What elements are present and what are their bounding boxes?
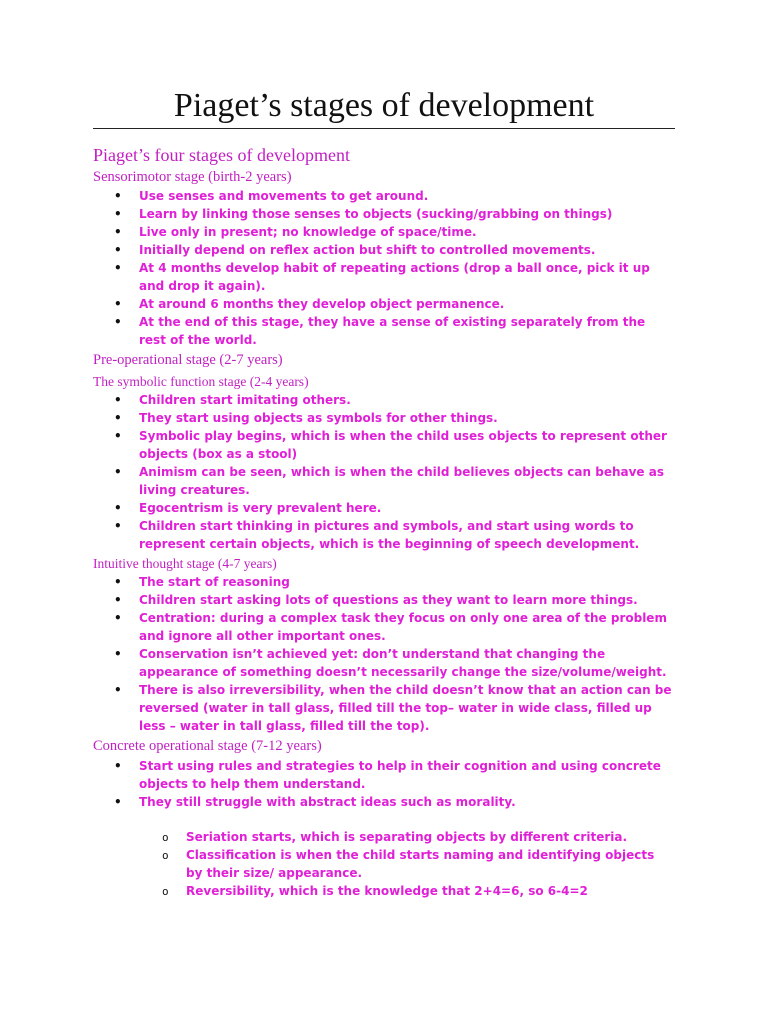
list-item: o Classification is when the child starts naming and identifying objects by their size/ appearance.	[162, 848, 655, 880]
bullet-icon: •	[114, 593, 122, 607]
list-item: • Use senses and movements to get around.	[114, 189, 429, 203]
list-item: • Children start thinking in pictures and symbols, and start using words to represent certain objects, which is the beginning of speech development.	[114, 519, 640, 551]
list-item: • They still struggle with abstract ideas such as morality.	[114, 795, 516, 809]
concrete-heading: Concrete operational stage (7-12 years)	[93, 738, 322, 754]
concrete-list	[0, 757, 768, 811]
list-item: o Reversibility, which is the knowledge that 2+4=6, so 6-4=2	[0, 882, 768, 900]
title-underline	[93, 128, 675, 129]
bullet-icon: •	[114, 297, 122, 311]
circle-bullet-icon: o	[162, 885, 169, 898]
list-item: • Symbolic play begins, which is when the child uses objects to represent other objects (box as a stool)	[114, 429, 667, 461]
list-item: o Seriation starts, which is separating objects by different criteria.	[0, 828, 768, 846]
list-item: • Live only in present; no knowledge of space/time.	[114, 225, 477, 239]
list-item: • At 4 months develop habit of repeating actions (drop a ball once, pick it up and drop it again).	[114, 261, 650, 293]
bullet-icon: •	[114, 225, 122, 239]
bullet-icon: •	[114, 611, 122, 625]
list-item: • Animism can be seen, which is when the child believes objects can behave as living creatures.	[114, 465, 664, 497]
main-heading: Piaget’s four stages of development	[93, 145, 350, 165]
list-item: • At the end of this stage, they have a sense of existing separately from the rest of the world.	[114, 315, 646, 347]
bullet-icon: •	[114, 261, 122, 275]
list-item: • Start using rules and strategies to help in their cognition and using concrete objects to help them understand.	[114, 759, 661, 791]
sensorimotor-heading: Sensorimotor stage (birth-2 years)	[93, 169, 292, 185]
symbolic-heading: The symbolic function stage (2-4 years)	[93, 374, 309, 389]
bullet-icon: •	[114, 519, 122, 533]
list-item: • Conservation isn’t achieved yet: don’t understand that changing the appearance of something doesn’t necessarily change the size/volume/weight.	[114, 647, 667, 679]
bullet-icon: •	[114, 393, 122, 407]
symbolic-list	[0, 391, 768, 553]
bullet-icon: •	[114, 795, 122, 809]
concrete-sublist	[0, 828, 768, 900]
preoperational-heading: Pre-operational stage (2-7 years)	[93, 352, 283, 368]
list-item: • Children start imitating others.	[114, 393, 351, 407]
circle-bullet-icon: o	[162, 831, 169, 844]
bullet-icon: •	[114, 683, 122, 697]
bullet-icon: •	[114, 189, 122, 203]
document-title: Piaget’s stages of development	[173, 87, 595, 124]
bullet-icon: •	[114, 429, 122, 443]
list-item: • The start of reasoning	[114, 575, 290, 589]
bullet-icon: •	[114, 501, 122, 515]
bullet-icon: •	[114, 759, 122, 773]
bullet-icon: •	[114, 465, 122, 479]
bullet-icon: •	[114, 207, 122, 221]
list-item: • They start using objects as symbols for other things.	[114, 411, 498, 425]
bullet-icon: •	[114, 575, 122, 589]
circle-bullet-icon: o	[162, 849, 169, 862]
list-item: • Egocentrism is very prevalent here.	[114, 501, 382, 515]
list-item: • Initially depend on reflex action but shift to controlled movements.	[114, 243, 596, 257]
list-item: • Learn by linking those senses to objects (sucking/grabbing on things)	[114, 207, 613, 221]
bullet-icon: •	[114, 243, 122, 257]
bullet-icon: •	[114, 647, 122, 661]
bullet-icon: •	[114, 411, 122, 425]
list-item: • Children start asking lots of questions as they want to learn more things.	[114, 593, 638, 607]
list-item: • At around 6 months they develop object permanence.	[114, 297, 505, 311]
sensorimotor-list	[0, 187, 768, 349]
bullet-icon: •	[114, 315, 122, 329]
list-item: • Centration: during a complex task they focus on only one area of the problem and ignore all other important ones.	[114, 611, 667, 643]
intuitive-heading: Intuitive thought stage (4-7 years)	[93, 556, 277, 571]
intuitive-list	[0, 573, 768, 735]
list-item: • There is also irreversibility, when the child doesn’t know that an action can be reversed (water in tall glass, filled till the top– water in wide class, filled up less – water in tall glass, filled till the top).	[114, 683, 672, 733]
